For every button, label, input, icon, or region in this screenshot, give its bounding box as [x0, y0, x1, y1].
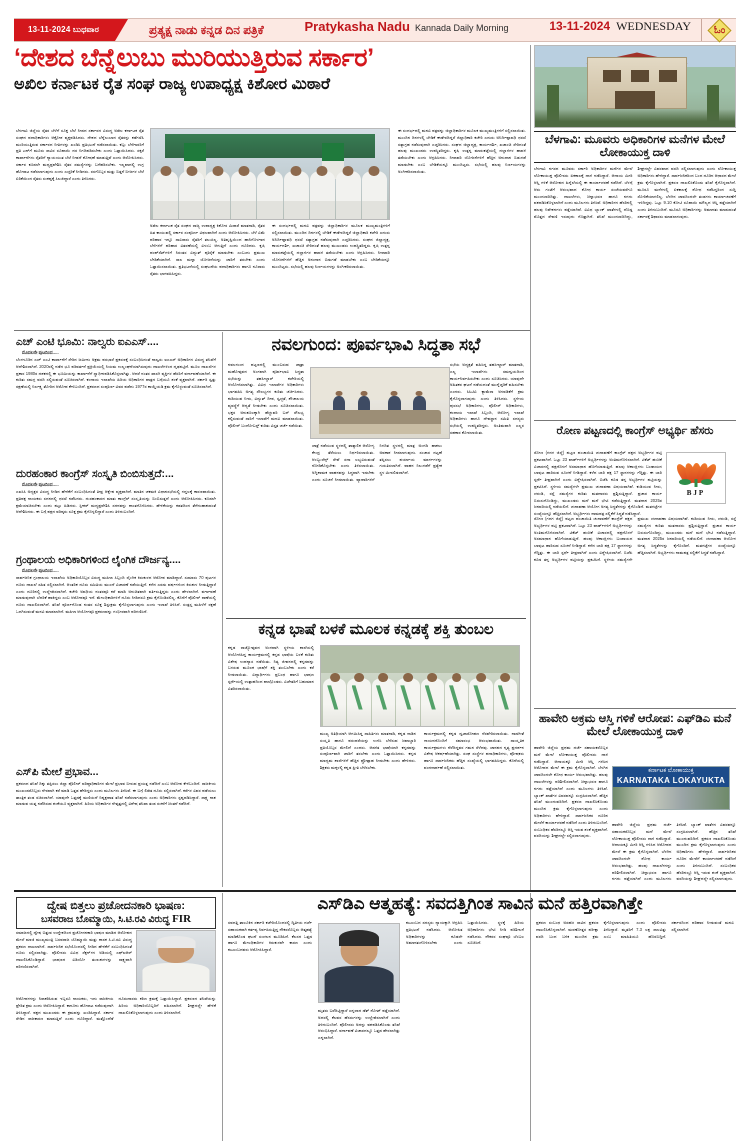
lokayukta-kannada-label: ಕರ್ನಾಟಕ ಲೋಕಾಯುಕ್ತ [613, 767, 729, 776]
lead-body-col2: ಅಖಿಲ ಕರ್ನಾಟಕ ರೈತ ಸಂಘದ ರಾಜ್ಯ ಉಪಾಧ್ಯಕ್ಷ ಕಿಶೋರ ಮಿಠಾರೆ ಮಾತನಾಡಿ, ರೈತರ ಹಿತ ಕಾಯುವಲ್ಲಿ ಸರ್ಕಾರ ಸಂಪೂರ್ಣ ವಿಫಲವಾಗಿದೆ ಎಂದು ಆರೋಪಿಸಿದರು. ಬೆಳೆ ವಿಮೆ ಪರಿಹಾರ ಇನ್ನೂ ಸಾವಿರಾರು ರೈತರಿಗೆ ತಲುಪಿಲ್ಲ. ಅತಿವೃಷ್ಟಿಯಿಂದ ಹಾನಿಗೊಳಗಾದ ಬೆಳೆಗಳಿಗೆ ಪರಿಹಾರ ವಿತರಣೆಯಲ್ಲಿ ವಿಳಂಬ ಆಗುತ್ತಿದೆ ಎಂದು ದೂರಿದರು. ಕೃಷಿ ಪಂಪ್‌ಸೆಟ್‌ಗಳಿಗೆ ನಿರಂತರ ವಿದ್ಯುತ್ ಪೂರೈಕೆ ಮಾಡಬೇಕು ಎಂಬುದು ಪ್ರಮುಖ ಬೇಡಿಕೆಯಾಗಿದೆ. ಸಾಲ ಮನ್ನಾ ಯೋಜನೆಯನ್ನು ಜಾರಿಗೆ ತರಬೇಕು ಎಂದು ಒತ್ತಾಯಿಸಲಾಯಿತು. ಪ್ರತಿಭಟನೆಯಲ್ಲಿ ಸಂಘಟನೆಯ ಪದಾಧಿಕಾರಿಗಳು ಹಾಗೂ ನೂರಾರು ರೈತರು ಭಾಗವಹಿಸಿದ್ದರು. [150, 223, 265, 276]
library-headline: ಗ್ರಂಥಾಲಯ ಅಧಿಕಾರಿಗಳಿಂದ ಲೈಂಗಿಕ ದೌರ್ಜನ್ಯ.... [16, 554, 181, 566]
kannada-bhashe-headline: ಕನ್ನಡ ಭಾಷೆ ಬಳಕೆ ಮೂಲಕ ಕನ್ನಡಕ್ಕೆ ಶಕ್ತಿ ತುಂಬಲ [258, 621, 494, 638]
sp-story [16, 766, 216, 876]
haveri-body-col1: ಹಾವೇರಿ ಜಿಲ್ಲೆಯ ಪ್ರಥಮ ದರ್ಜೆ ಸಹಾಯಕರೊಬ್ಬರ ಮನೆ ಮೇಲೆ ಲೋಕಾಯುಕ್ತ ಪೊಲೀಸರು ದಾಳಿ ನಡೆಸಿದ್ದಾರೆ. ಆದಾಯಕ್ಕೂ ಮೀರಿ ಆಸ್ತಿ ಗಳಿಸಿದ ಆರೋಪದ ಮೇಲೆ ಈ ಕ್ರಮ ಕೈಗೊಳ್ಳಲಾಗಿದೆ. ಬೆಳಗಿನ ಜಾವದಿಂದಲೇ ಶೋಧ ಕಾರ್ಯ ಆರಂಭವಾಗಿತ್ತು. ಹಲವು ದಾಖಲೆಗಳನ್ನು ಪರಿಶೀಲಿಸಲಾಗಿದೆ. ಚಿನ್ನಾಭರಣ ಹಾಗೂ ನಗದು ಪತ್ತೆಯಾಗಿದೆ ಎಂದು ಮೂಲಗಳು ತಿಳಿಸಿವೆ. ಬ್ಯಾಂಕ್ ಖಾತೆಗಳ ವಿವರವನ್ನೂ ಸಂಗ್ರಹಿಸಲಾಗಿದೆ. ಹೆಚ್ಚಿನ ತನಿಖೆ ಮುಂದುವರಿದಿದೆ. ಪ್ರಕರಣ ದಾಖಲಿಸಿಕೊಂಡು ಮುಂದಿನ ಕ್ರಮ ಕೈಗೊಳ್ಳಲಾಗುವುದು ಎಂದು ಅಧಿಕಾರಿಗಳು ಹೇಳಿದ್ದಾರೆ. ಸಾರ್ವಜನಿಕರ ದೂರಿನ ಮೇರೆಗೆ ಕಾರ್ಯಾಚರಣೆ ನಡೆದಿದೆ ಎಂದು ತಿಳಿದುಬಂದಿದೆ. ಸಂಬಂಧಿಕರ ಹೆಸರಿನಲ್ಲೂ ಆಸ್ತಿ ಇರುವ ಶಂಕೆ ವ್ಯಕ್ತವಾಗಿದೆ. ವರದಿಯನ್ನು ಶೀಘ್ರದಲ್ಲೇ ಸಲ್ಲಿಸಲಾಗುವುದು. [534, 745, 608, 839]
rona-story [534, 425, 736, 440]
om-symbol: ಓಂ [713, 24, 725, 36]
congress-body: ಎಐಸಿಸಿ ಅಧ್ಯಕ್ಷರ ವಿರುದ್ಧ ನೀಡಿದ ಹೇಳಿಕೆಗೆ ಸಂಬಂಧಿಸಿದಂತೆ ತೀವ್ರ ಆಕ್ಷೇಪ ವ್ಯಕ್ತವಾಗಿದೆ. ಮಾತಿನ ಚಕಮಕಿ ವಿಧಾನಸಭೆಯಲ್ಲಿ ಗದ್ದಲಕ್ಕೆ ಕಾರಣವಾಯಿತು. ಪ್ರತಿಪಕ್ಷ ನಾಯಕರು ಸದನದಲ್ಲಿ ಧರಣಿ ನಡೆಸಿದರು. ದುರಹಂಕಾರದ ಮಾತು ಕಾಂಗ್ರೆಸ್ ಸಂಸ್ಕೃತಿಯನ್ನು ಬಿಂಬಿಸುತ್ತದೆ ಎಂದು ಆರೋಪಿಸಿದರು. ಕೂಡಲೇ ಕ್ಷಮೆಯಾಚಿಸಬೇಕು ಎಂದು ಪಟ್ಟು ಹಿಡಿದರು. ಸ್ಪೀಕರ್ ಮಧ್ಯಪ್ರವೇಶಿಸಿ ಸದನವನ್ನು ಶಾಂತಗೊಳಿಸಿದರು. ಹೇಳಿಕೆಯನ್ನು ಕಡತದಿಂದ ತೆಗೆದುಹಾಕುವಂತೆ ಆದೇಶಿಸಿದರು. ಈ ಬಗ್ಗೆ ಪಕ್ಷದ ವರಿಷ್ಠರು ಸೂಕ್ತ ಕ್ರಮ ಕೈಗೊಳ್ಳಲಿದ್ದಾರೆ ಎಂದು ತಿಳಿದುಬಂದಿದೆ. [16, 489, 216, 515]
fir-body-col1: ಸಮಾಜದಲ್ಲಿ ದ್ವೇಷ ಬಿತ್ತುವ ಉದ್ದೇಶದಿಂದ ಪ್ರಚೋದನಕಾರಿ ಭಾಷಣ ಮಾಡಿದ ಆರೋಪದ ಮೇಲೆ ಮಾಜಿ ಮುಖ್ಯಮಂತ್ರಿ ಬಸವರಾಜ ಬೊಮ್ಮಾಯಿ ಮತ್ತು ಶಾಸಕ ಸಿ.ಟಿ.ರವಿ ವಿರುದ್ಧ ಪ್ರಕರಣ ದಾಖಲಾಗಿದೆ. ಸಾರ್ವಜನಿಕ ಸಭೆಯೊಂದರಲ್ಲಿ ನೀಡಿದ ಹೇಳಿಕೆಗೆ ಸಂಬಂಧಿಸಿದಂತೆ ದೂರು ಸಲ್ಲಿಸಲಾಗಿತ್ತು. ಪೊಲೀಸರು ವಿವಿಧ ಸೆಕ್ಷನ್‌ಗಳ ಅಡಿಯಲ್ಲಿ ಎಫ್‌ಐಆರ್ ದಾಖಲಿಸಿಕೊಂಡಿದ್ದಾರೆ. ಭಾಷಣದ ವಿಡಿಯೋ ತುಣುಕುಗಳನ್ನು ಸಾಕ್ಷ್ಯವಾಗಿ ಪರಿಗಣಿಸಲಾಗಿದೆ. [16, 930, 132, 969]
sp-body: ಪ್ರಕರಣದ ತನಿಖೆ ದಿಕ್ಕು ತಪ್ಪಿಸಲು ಜಿಲ್ಲಾ ಪೊಲೀಸ್ ವರಿಷ್ಠಾಧಿಕಾರಿಗಳ ಮೇಲೆ ಪ್ರಭಾವ ಬೀರುವ ಪ್ರಯತ್ನ ನಡೆದಿದೆ ಎಂಬ ಆರೋಪ ಕೇಳಿಬಂದಿದೆ. ರಾಜಕೀಯ ಮುಖಂಡರೊಬ್ಬರು ನೇರವಾಗಿ ಕರೆ ಮಾಡಿ ಒತ್ತಡ ಹೇರಿದ್ದರು ಎಂದು ಮೂಲಗಳು ತಿಳಿಸಿವೆ. ಈ ಬಗ್ಗೆ ಲಿಖಿತ ದೂರು ಸಲ್ಲಿಸಲಾಗಿದೆ. ಕರೆಗಳ ವಿವರ ಪಡೆಯಲು ತಾಂತ್ರಿಕ ತಂಡ ರಚಿಸಲಾಗಿದೆ. ಯಾವುದೇ ಒತ್ತಡಕ್ಕೆ ಮಣಿಯದೆ ನಿಷ್ಪಕ್ಷಪಾತ ತನಿಖೆ ನಡೆಸಲಾಗುವುದು ಎಂದು ಅಧಿಕಾರಿಗಳು ಸ್ಪಷ್ಟಪಡಿಸಿದ್ದಾರೆ. ಸಾಕ್ಷ್ಯ ನಾಶ ಮಾಡುವ ಯತ್ನ ನಡೆದಿರುವ ಶಂಕೆಯೂ ವ್ಯಕ್ತವಾಗಿದೆ. ಹಿರಿಯ ಅಧಿಕಾರಿಗಳ ನೇತೃತ್ವದಲ್ಲಿ ವಿಶೇಷ ತನಿಖಾ ತಂಡ ರಚನೆಗೆ ಚಿಂತನೆ ನಡೆದಿದೆ. [16, 781, 216, 807]
hmt-story [16, 336, 216, 439]
library-story [16, 554, 216, 775]
om-logo [702, 19, 736, 41]
congress-kicker: ಮೊದಲನೇ ಪುಟದಿಂದ..... [22, 482, 59, 488]
bommai-portrait [136, 930, 216, 992]
meeting-photo [310, 367, 450, 439]
hmt-body: ಬೆಂಗಳೂರಿನ ಎಚ್ ಎಂಟಿ ಕಾರ್ಖಾನೆಗೆ ಸೇರಿದ ಜಮೀನು ಅಕ್ರಮ ಪರಭಾರೆ ಪ್ರಕರಣಕ್ಕೆ ಸಂಬಂಧಿಸಿದಂತೆ ನಾಲ್ವರು ಐಎಎಸ್ ಅಧಿಕಾರಿಗಳ ವಿರುದ್ಧ ತನಿಖೆಗೆ ಆದೇಶಿಸಲಾಗಿದೆ. 2020ರಲ್ಲಿ ನಡೆದ ಭೂ ಪರಿವರ್ತನೆ ಪ್ರಕ್ರಿಯೆಯಲ್ಲಿ ನಿಯಮ ಉಲ್ಲಂಘನೆಯಾಗಿರುವುದು ದಾಖಲೆಗಳಿಂದ ದೃಢಪಟ್ಟಿದೆ. ಮೂಲ ದಾಖಲೆಗಳ ಪ್ರಕಾರ 1980ರ ದಶಕದಲ್ಲಿ ಈ ಭೂಮಿಯನ್ನು ಕಾರ್ಖಾನೆಗೆ ಸ್ವಾಧೀನಪಡಿಸಿಕೊಳ್ಳಲಾಗಿತ್ತು. ಆದರೆ ನಂತರ ಖಾಸಗಿ ವ್ಯಕ್ತಿಗಳ ಹೆಸರಿಗೆ ವರ್ಗಾವಣೆಯಾಗಿದೆ. ಈ ಕುರಿತು ಸಮಗ್ರ ವರದಿ ಸಲ್ಲಿಸುವಂತೆ ಸೂಚಿಸಲಾಗಿದೆ. ಕಂದಾಯ ಇಲಾಖೆಯ ಹಿರಿಯ ಅಧಿಕಾರಿಗಳ ಪಾತ್ರದ ಬಗ್ಗೆಯೂ ಶಂಕೆ ವ್ಯಕ್ತವಾಗಿದೆ. ಸರ್ಕಾರಿ ಸ್ವತ್ತು ರಕ್ಷಣೆಯಲ್ಲಿ ನಿರ್ಲಕ್ಷ್ಯ ತೋರಿದ ಆರೋಪ ಕೇಳಿಬಂದಿದೆ. ಪ್ರಕರಣದ ಸಂಪೂರ್ಣ ವಿವರ ಪಡೆದು 1977ರ ಕಾಯ್ದೆಯಡಿ ಕ್ರಮ ಕೈಗೊಳ್ಳುವಂತೆ ಸೂಚಿಸಲಾಗಿದೆ. [16, 357, 216, 390]
fir-story [16, 897, 216, 929]
kannada-bhashe-col2: ಮುಖ್ಯ ಅತಿಥಿಯಾಗಿ ಆಗಮಿಸಿದ್ದ ಸಾಹಿತಿಗಳು ಮಾತನಾಡಿ, ಕನ್ನಡ ನಾಡಿನ ಸಂಸ್ಕೃತಿ ಹಾಗೂ ಪರಂಪರೆಯನ್ನು ಉಳಿಸಿ ಬೆಳೆಸುವ ಜವಾಬ್ದಾರಿ ಪ್ರತಿಯೊಬ್ಬರ ಮೇಲಿದೆ ಎಂದರು. ಆಡಳಿತ ಭಾಷೆಯಾಗಿ ಕನ್ನಡವನ್ನು ಸಂಪೂರ್ಣವಾಗಿ ಜಾರಿಗೆ ತರಬೇಕು ಎಂದು ಒತ್ತಾಯಿಸಿದರು. ಕನ್ನಡ ಮಾಧ್ಯಮ ಶಾಲೆಗಳಿಗೆ ಹೆಚ್ಚಿನ ಪ್ರೋತ್ಸಾಹ ನೀಡಬೇಕು ಎಂದು ಹೇಳಿದರು. ಶಿಕ್ಷಕರು ಮಕ್ಕಳಲ್ಲಿ ಕನ್ನಡ ಪ್ರೀತಿ ಬೆಳೆಸಬೇಕು. [320, 731, 416, 770]
sda-col4: ಪ್ರಕರಣ ಸಂಬಂಧ ಅಸಹಜ ಸಾವಿನ ಪ್ರಕರಣ ದಾಖಲಿಸಿಕೊಳ್ಳಲಾಗಿದೆ. ಮರಣೋತ್ತರ ಪರೀಕ್ಷಾ ವರದಿ ಬಂದ ಬಳಿಕ ಮುಂದಿನ ಕ್ರಮ ಕೈಗೊಳ್ಳಲಾಗುವುದು ಎಂದು ಪೊಲೀಸರು ತಿಳಿಸಿದ್ದಾರೆ. ಮೃತರಿಗೆ 7.3 ಲಕ್ಷ ಸಾಲವಿತ್ತು ಎಂಬ ಮಾಹಿತಿಯೂ ಹೊರಬಿದ್ದಿದೆ. ಸರ್ಕಾರದಿಂದ ಪರಿಹಾರ ನೀಡುವಂತೆ ಮನವಿ ಸಲ್ಲಿಸಲಾಗಿದೆ. [536, 920, 734, 939]
lead-subheadline: ಅಖಿಲ ಕರ್ನಾಟಕ ರೈತ ಸಂಘ ರಾಜ್ಯ ಉಪಾಧ್ಯಕ್ಷ ಕಿಶೋರ ಮಿಠಾರೆ [14, 75, 331, 93]
lead-headline-block [14, 45, 530, 95]
masthead-date-tab: 13-11-2024 ಬುಧವಾರ [14, 19, 115, 41]
fir-headline-box [16, 897, 216, 929]
right-top-story [534, 131, 736, 414]
fir-headline-line1: ದ್ವೇಷ ಬಿತ್ತಲು ಪ್ರಚೋದನಕಾರಿ ಭಾಷಣ: [47, 900, 185, 912]
masthead [14, 18, 736, 42]
kannada-bhashe-col1: ಕನ್ನಡ ರಾಜ್ಯೋತ್ಸವದ ಅಂಗವಾಗಿ ಸ್ಥಳೀಯ ಶಾಲೆಯಲ್ಲಿ ಆಯೋಜಿಸಿದ್ದ ಕಾರ್ಯಕ್ರಮದಲ್ಲಿ ಕನ್ನಡ ಭಾಷೆಯ ಬಳಕೆ ಕುರಿತು ವಿಶೇಷ ಉಪನ್ಯಾಸ ನಡೆಯಿತು. ನಿತ್ಯ ಜೀವನದಲ್ಲಿ ಕನ್ನಡವನ್ನು ಬಳಸುವ ಮೂಲಕ ಭಾಷೆಗೆ ಶಕ್ತಿ ತುಂಬಬೇಕು ಎಂದು ಕರೆ ನೀಡಲಾಯಿತು. ವಿದ್ಯಾರ್ಥಿಗಳು ಪ್ರಬಂಧ ಹಾಗೂ ಭಾಷಣ ಸ್ಪರ್ಧೆಯಲ್ಲಿ ಉತ್ಸಾಹದಿಂದ ಪಾಲ್ಗೊಂಡರು. ವಿಜೇತರಿಗೆ ಬಹುಮಾನ ವಿತರಿಸಲಾಯಿತು. [228, 645, 314, 691]
rona-body-main: ರೋಣ (ಗದಗ ಜಿಲ್ಲೆ) ಪಟ್ಟಣ ಪಂಚಾಯಿತಿ ಚುನಾವಣೆಗೆ ಕಾಂಗ್ರೆಸ್ ಪಕ್ಷದ ಅಭ್ಯರ್ಥಿಗಳ ಪಟ್ಟಿ ಪ್ರಕಟವಾಗಿದೆ. ಒಟ್ಟು 23 ವಾರ್ಡ್‌ಗಳಿಗೆ ಅಭ್ಯರ್ಥಿಗಳನ್ನು ಅಂತಿಮಗೊಳಿಸಲಾಗಿದೆ. ಟಿಕೆಟ್ ಹಂಚಿಕೆ ವಿಚಾರದಲ್ಲಿ ಪಕ್ಷದೊಳಗೆ ಅಸಮಾಧಾನ ಹೊಗೆಯಾಡುತ್ತಿದೆ. ಹಲವು ಆಕಾಂಕ್ಷಿಗಳು ಬಂಡಾಯದ ಬಾವುಟ ಹಾರಿಸುವ ಸೂಚನೆ ನೀಡಿದ್ದಾರೆ. ಕಳೆದ ಬಾರಿ ಪಕ್ಷ 17 ಸ್ಥಾನಗಳನ್ನು ಗೆದ್ದಿತ್ತು. ಈ ಬಾರಿ ಸ್ಪರ್ಧೆ ತೀವ್ರವಾಗಿದೆ ಎಂದು ವಿಶ್ಲೇಷಿಸಲಾಗಿದೆ. ಬಿಜೆಪಿ ಕೂಡ ತನ್ನ ಅಭ್ಯರ್ಥಿಗಳ ಪಟ್ಟಿಯನ್ನು ಪ್ರಕಟಿಸಿದೆ. ಸ್ಥಳೀಯ ಸಮಸ್ಯೆಗಳೇ ಪ್ರಮುಖ ಚುನಾವಣಾ ವಿಷಯವಾಗಿವೆ. ಕುಡಿಯುವ ನೀರು, ಚರಂಡಿ, ರಸ್ತೆ ಸಮಸ್ಯೆಗಳ ಕುರಿತು ಮತದಾರರು ಪ್ರಶ್ನಿಸುತ್ತಿದ್ದಾರೆ. ಪ್ರಚಾರ ಕಾರ್ಯ ಬಿರುಸುಗೊಂಡಿದ್ದು, ಮುಖಂಡರು ಮನೆ ಮನೆ ಭೇಟಿ ನಡೆಸುತ್ತಿದ್ದಾರೆ. ಮತದಾನ 2025ರ ಜನವರಿಯಲ್ಲಿ ನಡೆಯಲಿದೆ. ಚುನಾವಣಾ ಆಯೋಗ ಅಗತ್ಯ ಸಿದ್ಧತೆಗಳನ್ನು ಕೈಗೊಂಡಿದೆ. ಮತಗಟ್ಟೆಗಳ ಸಂಖ್ಯೆಯನ್ನೂ ಹೆಚ್ಚಿಸಲಾಗಿದೆ. ಅಭ್ಯರ್ಥಿಗಳು ನಾಮಪತ್ರ ಸಲ್ಲಿಕೆಗೆ ಸಿದ್ಧತೆ ನಡೆಸಿದ್ದಾರೆ. [534, 516, 736, 562]
building-photo [534, 45, 736, 128]
congress-headline: ದುರಹಂಕಾರ ಕಾಂಗ್ರೆಸ್ ಸಂಸ್ಕೃತಿ ಬಿಂಬಿಸುತ್ತದೆ:... [16, 468, 174, 480]
masthead-english-title: Pratykasha Nadu [304, 19, 410, 34]
haveri-headline: ಹಾವೇರಿ ಅಕ್ರಮ ಆಸ್ತಿ ಗಳಿಕೆ ಆರೋಪ: ಎಫ್‌ಡಿಎ ಮನೆ ಮೇಲೆ ಲೋಕಾಯುಕ್ತ ದಾಳಿ [538, 713, 732, 739]
hmt-headline: ಎಚ್ ಎಂಟಿ ಭೂಮಿ: ನಾಲ್ವರು ಐಎಎಸ್.... [16, 336, 159, 348]
sda-headline: ಎಸ್‌ಡಿಎ ಆತ್ಮಹತ್ಯೆ: ಸವದತ್ತಿಗಿಂತ ಸಾವಿನ ಮನೆ ಹತ್ತಿರವಾಗಿತ್ತೇ [317, 894, 643, 913]
sda-story [228, 895, 732, 917]
navalgunda-col1: ನವಲಗುಂದ ಪಟ್ಟಣದಲ್ಲಿ ಮುಂಬರುವ ಜಾತ್ರಾ ಮಹೋತ್ಸವದ ಅಂಗವಾಗಿ ಪೂರ್ವಭಾವಿ ಸಿದ್ಧತಾ ಸಭೆಯನ್ನು ತಹಸೀಲ್ದಾರ್ ಕಚೇರಿಯಲ್ಲಿ ಆಯೋಜಿಸಲಾಗಿತ್ತು. ವಿವಿಧ ಇಲಾಖೆಗಳ ಅಧಿಕಾರಿಗಳು ಭಾಗವಹಿಸಿ ಅಗತ್ಯ ಸೌಲಭ್ಯಗಳ ಕುರಿತು ಚರ್ಚಿಸಿದರು. ಕುಡಿಯುವ ನೀರು, ವಿದ್ಯುತ್ ದೀಪ, ಸ್ವಚ್ಛತೆ, ಶೌಚಾಲಯ ವ್ಯವಸ್ಥೆಗೆ ಆದ್ಯತೆ ನೀಡಬೇಕು ಎಂದು ಸೂಚಿಸಲಾಯಿತು. ಭಕ್ತರ ಅನುಕೂಲಕ್ಕಾಗಿ ಹೆಚ್ಚುವರಿ ಬಸ್ ಸೌಲಭ್ಯ ಕಲ್ಪಿಸುವಂತೆ ಸಾರಿಗೆ ಇಲಾಖೆಗೆ ಮನವಿ ಮಾಡಲಾಯಿತು. ಪೊಲೀಸ್ ಬಂದೋಬಸ್ತ್ ಕುರಿತು ವಿಸ್ತೃತ ಚರ್ಚೆ ನಡೆಯಿತು. [228, 362, 304, 429]
masthead-english-block [264, 19, 550, 41]
rona-body-top: ರೋಣ (ಗದಗ ಜಿಲ್ಲೆ) ಪಟ್ಟಣ ಪಂಚಾಯಿತಿ ಚುನಾವಣೆಗೆ ಕಾಂಗ್ರೆಸ್ ಪಕ್ಷದ ಅಭ್ಯರ್ಥಿಗಳ ಪಟ್ಟಿ ಪ್ರಕಟವಾಗಿದೆ. ಒಟ್ಟು 23 ವಾರ್ಡ್‌ಗಳಿಗೆ ಅಭ್ಯರ್ಥಿಗಳನ್ನು ಅಂತಿಮಗೊಳಿಸಲಾಗಿದೆ. ಟಿಕೆಟ್ ಹಂಚಿಕೆ ವಿಚಾರದಲ್ಲಿ ಪಕ್ಷದೊಳಗೆ ಅಸಮಾಧಾನ ಹೊಗೆಯಾಡುತ್ತಿದೆ. ಹಲವು ಆಕಾಂಕ್ಷಿಗಳು ಬಂಡಾಯದ ಬಾವುಟ ಹಾರಿಸುವ ಸೂಚನೆ ನೀಡಿದ್ದಾರೆ. ಕಳೆದ ಬಾರಿ ಪಕ್ಷ 17 ಸ್ಥಾನಗಳನ್ನು ಗೆದ್ದಿತ್ತು. ಈ ಬಾರಿ ಸ್ಪರ್ಧೆ ತೀವ್ರವಾಗಿದೆ ಎಂದು ವಿಶ್ಲೇಷಿಸಲಾಗಿದೆ. ಬಿಜೆಪಿ ಕೂಡ ತನ್ನ ಅಭ್ಯರ್ಥಿಗಳ ಪಟ್ಟಿಯನ್ನು ಪ್ರಕಟಿಸಿದೆ. ಸ್ಥಳೀಯ ಸಮಸ್ಯೆಗಳೇ ಪ್ರಮುಖ ಚುನಾವಣಾ ವಿಷಯವಾಗಿವೆ. ಕುಡಿಯುವ ನೀರು, ಚರಂಡಿ, ರಸ್ತೆ ಸಮಸ್ಯೆಗಳ ಕುರಿತು ಮತದಾರರು ಪ್ರಶ್ನಿಸುತ್ತಿದ್ದಾರೆ. ಪ್ರಚಾರ ಕಾರ್ಯ ಬಿರುಸುಗೊಂಡಿದ್ದು, ಮುಖಂಡರು ಮನೆ ಮನೆ ಭೇಟಿ ನಡೆಸುತ್ತಿದ್ದಾರೆ. ಮತದಾನ 2025ರ ಜನವರಿಯಲ್ಲಿ ನಡೆಯಲಿದೆ. ಚುನಾವಣಾ ಆಯೋಗ ಅಗತ್ಯ ಸಿದ್ಧತೆಗಳನ್ನು ಕೈಗೊಂಡಿದೆ. ಮತಗಟ್ಟೆಗಳ ಸಂಖ್ಯೆಯನ್ನೂ ಹೆಚ್ಚಿಸಲಾಗಿದೆ. ಅಭ್ಯರ್ಥಿಗಳು ನಾಮಪತ್ರ ಸಲ್ಲಿಕೆಗೆ ಸಿದ್ಧತೆ ನಡೆಸಿದ್ದಾರೆ. [534, 450, 662, 517]
lead-headline: ‘ದೇಶದ ಬೆನ್ನೆಲುಬು ಮುರಿಯುತ್ತಿರುವ ಸರ್ಕಾರ’ [14, 44, 374, 72]
navalgunda-col2: ಜಾತ್ರೆ ನಡೆಯುವ ಸ್ಥಳದಲ್ಲಿ ತಾತ್ಕಾಲಿಕ ಆರೋಗ್ಯ ಕೇಂದ್ರ ತೆರೆಯಲು ನಿರ್ಧರಿಸಲಾಯಿತು. ಆಂಬ್ಯುಲೆನ್ಸ್ ಸೇವೆ ಸದಾ ಲಭ್ಯವಿರುವಂತೆ ನೋಡಿಕೊಳ್ಳಬೇಕು ಎಂದು ತಿಳಿಸಲಾಯಿತು. ಅಗ್ನಿಶಾಮಕ ವಾಹನವನ್ನು ಸಿದ್ಧವಾಗಿ ಇಡಬೇಕು ಎಂದು ಸೂಚನೆ ನೀಡಲಾಯಿತು. ವ್ಯಾಪಾರಿಗಳಿಗೆ ನಿಗದಿತ ಸ್ಥಳದಲ್ಲಿ ಮಾತ್ರ ಅಂಗಡಿ ಹಾಕಲು ಅವಕಾಶ ನೀಡಲಾಗುವುದು. ಸಂಚಾರ ದಟ್ಟಣೆ ತಪ್ಪಿಸಲು ಪರ್ಯಾಯ ಮಾರ್ಗಗಳನ್ನು ಗುರುತಿಸಲಾಗಿದೆ. ವಾಹನ ನಿಲುಗಡೆಗೆ ಪ್ರತ್ಯೇಕ ಸ್ಥಳ ಮೀಸಲಿಡಲಾಗಿದೆ. [312, 443, 442, 482]
sda-portrait [318, 923, 400, 1003]
sp-headline: ಎಸ್‌ಪಿ ಮೇಲೆ ಪ್ರಭಾವ... [16, 766, 99, 778]
right-top-headline: ಬೆಳಗಾವಿ: ಮೂವರು ಅಧಿಕಾರಿಗಳ ಮನೆಗಳ ಮೇಲೆ ಲೋಕಾಯುಕ್ತ ದಾಳಿ [534, 131, 736, 163]
library-kicker: ಮೊದಲನೇ ಪುಟದಿಂದ..... [22, 568, 59, 574]
sda-col1: ಸವದತ್ತಿ ತಾಲೂಕಿನ ಸರ್ಕಾರಿ ಕಚೇರಿಯೊಂದರಲ್ಲಿ ದ್ವಿತೀಯ ದರ್ಜೆ ಸಹಾಯಕರಾಗಿ ಕರ್ತವ್ಯ ನಿರ್ವಹಿಸುತ್ತಿದ್ದ ನೌಕರರೊಬ್ಬರು ಆತ್ಮಹತ್ಯೆ ಮಾಡಿಕೊಂಡ ಘಟನೆ ಸಂಚಲನ ಮೂಡಿಸಿದೆ. ಕೆಲಸದ ಒತ್ತಡ ಹಾಗೂ ಮೇಲಧಿಕಾರಿಗಳ ಕಿರುಕುಳವೇ ಕಾರಣ ಎಂದು ಕುಟುಂಬದವರು ಆರೋಪಿಸಿದ್ದಾರೆ. [228, 920, 312, 953]
navalgunda-col3: ಸಭೆಯ ಅಧ್ಯಕ್ಷತೆ ವಹಿಸಿದ್ದ ತಹಸೀಲ್ದಾರ್ ಮಾತನಾಡಿ, ಎಲ್ಲ ಇಲಾಖೆಗಳು ಸಮನ್ವಯದಿಂದ ಕಾರ್ಯನಿರ್ವಹಿಸಬೇಕು ಎಂದು ಸೂಚಿಸಿದರು. ಯಾವುದೇ ಅಹಿತಕರ ಘಟನೆ ನಡೆಯದಂತೆ ಮುನ್ನೆಚ್ಚರಿಕೆ ವಹಿಸಬೇಕು ಎಂದರು. ಸಿಸಿಟಿವಿ ಕ್ಯಾಮೆರಾ ಅಳವಡಿಕೆಗೆ ಕ್ರಮ ಕೈಗೊಳ್ಳಲಾಗುವುದು ಎಂದು ತಿಳಿಸಿದರು. ಸ್ಥಳೀಯ ಪುರಸಭೆ ಅಧಿಕಾರಿಗಳು, ಪೊಲೀಸ್ ಅಧಿಕಾರಿಗಳು, ಕಂದಾಯ ಇಲಾಖೆ ಸಿಬ್ಬಂದಿ, ಆರೋಗ್ಯ ಇಲಾಖೆ ಅಧಿಕಾರಿಗಳು ಹಾಗೂ ದೇವಸ್ಥಾನ ಸಮಿತಿ ಸದಸ್ಯರು ಸಭೆಯಲ್ಲಿ ಉಪಸ್ಥಿತರಿದ್ದರು. ಅಂತಿಮವಾಗಿ ಎಲ್ಲರ ಸಹಕಾರ ಕೋರಲಾಯಿತು. [450, 362, 524, 435]
sda-col2: ಮೃತರು ಬರೆದಿಟ್ಟಿದ್ದಾರೆ ಎನ್ನಲಾದ ಡೆತ್ ನೋಟ್ ಪತ್ತೆಯಾಗಿದೆ. ಅದರಲ್ಲಿ ಕೆಲವರ ಹೆಸರುಗಳನ್ನು ಉಲ್ಲೇಖಿಸಲಾಗಿದೆ ಎಂದು ತಿಳಿದುಬಂದಿದೆ. ಪೊಲೀಸರು ಅದನ್ನು ವಶಪಡಿಸಿಕೊಂಡು ತನಿಖೆ ಆರಂಭಿಸಿದ್ದಾರೆ. ವರ್ಗಾವಣೆ ವಿಚಾರದಲ್ಲೂ ಒತ್ತಡ ಹೇರಲಾಗಿತ್ತು ಎನ್ನಲಾಗಿದೆ. [318, 1008, 400, 1041]
masthead-right-date: 13-11-2024 [549, 19, 611, 33]
navalgunda-story [228, 336, 524, 358]
kannada-bhashe-story [228, 622, 524, 642]
kannada-bhashe-col3: ಕಾರ್ಯಕ್ರಮದಲ್ಲಿ ಕನ್ನಡ ಧ್ವಜಾರೋಹಣ ನೆರವೇರಿಸಲಾಯಿತು. ನಾಡಗೀತೆ ಗಾಯನದೊಂದಿಗೆ ಸಮಾರಂಭ ಆರಂಭವಾಯಿತು. ಸಾಂಸ್ಕೃತಿಕ ಕಾರ್ಯಕ್ರಮಗಳು ನೆರೆದಿದ್ದವರ ಗಮನ ಸೆಳೆದವು. ಜಾನಪದ ನೃತ್ಯ ಪ್ರದರ್ಶನ ವಿಶೇಷ ಆಕರ್ಷಣೆಯಾಗಿತ್ತು. ಸಂಘ ಸಂಸ್ಥೆಗಳ ಪದಾಧಿಕಾರಿಗಳು, ಪೋಷಕರು ಹಾಗೂ ಸಾರ್ವಜನಿಕರು ಹೆಚ್ಚಿನ ಸಂಖ್ಯೆಯಲ್ಲಿ ಭಾಗವಹಿಸಿದ್ದರು. ಕೊನೆಯಲ್ಲಿ ವಂದನಾರ್ಪಣೆ ಸಲ್ಲಿಸಲಾಯಿತು. [424, 731, 524, 770]
rona-headline: ರೋಣ ಪಟ್ಟಣದಲ್ಲಿ ಕಾಂಗ್ರೆಸ್ ಅಭ್ಯರ್ಥಿ ಹೆಸರು [556, 425, 714, 437]
library-body: ಸಾರ್ವಜನಿಕ ಗ್ರಂಥಾಲಯ ಇಲಾಖೆಯ ಅಧಿಕಾರಿಯೊಬ್ಬರ ವಿರುದ್ಧ ಮಹಿಳಾ ಸಿಬ್ಬಂದಿ ಲೈಂಗಿಕ ಕಿರುಕುಳದ ಆರೋಪ ಮಾಡಿದ್ದಾರೆ. ಸುಮಾರು 70 ಪುಟಗಳ ದೂರು ದಾಖಲೆ ಸಹಿತ ಸಲ್ಲಿಸಲಾಗಿದೆ. ಆಂತರಿಕ ದೂರು ಸಮಿತಿಯ ಮುಂದೆ ವಿಚಾರಣೆ ನಡೆಯುತ್ತಿದೆ. ಕಳೆದ ಎರಡು ವರ್ಷಗಳಿಂದ ಕಿರುಕುಳ ನೀಡುತ್ತಿದ್ದಾರೆ ಎಂದು ದೂರಿನಲ್ಲಿ ಉಲ್ಲೇಖಿಸಲಾಗಿದೆ. ಕಚೇರಿ ಅವಧಿಯ ನಂತರವೂ ಕರೆ ಮಾಡಿ ಅನುಚಿತವಾಗಿ ವರ್ತಿಸುತ್ತಿದ್ದರು ಎಂದು ಹೇಳಲಾಗಿದೆ. ವರ್ಗಾವಣೆ ಮಾಡುವುದಾಗಿ ಬೆದರಿಕೆ ಹಾಕಿದ್ದರು ಎಂಬ ಆರೋಪವೂ ಇದೆ. ಮೇಲಧಿಕಾರಿಗಳಿಗೆ ದೂರು ನೀಡಿದರೂ ಕ್ರಮ ಕೈಗೊಂಡಿರಲಿಲ್ಲ. ಕೊನೆಗೆ ಪೊಲೀಸ್ ಠಾಣೆಯಲ್ಲಿ ದೂರು ದಾಖಲಿಸಲಾಗಿದೆ. ತನಿಖೆ ಪೂರ್ಣಗೊಂಡ ನಂತರ ಸೂಕ್ತ ಶಿಸ್ತುಕ್ರಮ ಕೈಗೊಳ್ಳಲಾಗುವುದು ಎಂದು ಇಲಾಖೆ ತಿಳಿಸಿದೆ. ಸಂತ್ರಸ್ತ ಮಹಿಳೆಗೆ ರಕ್ಷಣೆ ಒದಗಿಸುವಂತೆ ಮನವಿ ಮಾಡಲಾಗಿದೆ. ಮಹಿಳಾ ಆಯೋಗವೂ ಪ್ರಕರಣವನ್ನು ಗಂಭೀರವಾಗಿ ಪರಿಗಣಿಸಿದೆ. [16, 575, 216, 615]
lead-body-col1: ಬೆಳಗಾವಿ ಜಿಲ್ಲೆಯ ರೈತರ ಬೆಳೆಗೆ ಸೂಕ್ತ ಬೆಲೆ ನೀಡದ ಸರ್ಕಾರದ ವಿರುದ್ಧ ಅಖಿಲ ಕರ್ನಾಟಕ ರೈತ ಸಂಘದ ಪದಾಧಿಕಾರಿಗಳು ಆಕ್ರೋಶ ವ್ಯಕ್ತಪಡಿಸಿದರು. ದೇಶದ ಬೆನ್ನೆಲುಬಾದ ರೈತರನ್ನು ಕಡೆಗಣಿಸಿ ಮುರಿಯುತ್ತಿರುವ ಸರ್ಕಾರದ ನೀತಿಗಳನ್ನು ಖಂಡಿಸಿ ಪ್ರತಿಭಟನೆ ನಡೆಸಲಾಯಿತು. ಕಬ್ಬು ಬೆಳೆಗಾರರಿಗೆ ಪ್ರತಿ ಟನ್‌ಗೆ ಮೂರು ಸಾವಿರ ರೂಪಾಯಿ ದರ ನಿಗದಿಪಡಿಸಬೇಕು ಎಂದು ಒತ್ತಾಯಿಸಿದರು. ಸಕ್ಕರೆ ಕಾರ್ಖಾನೆಗಳು ರೈತರಿಗೆ ನ್ಯಾಯಯುತ ಬೆಲೆ ನೀಡದೆ ಶೋಷಣೆ ಮಾಡುತ್ತಿವೆ ಎಂದು ಆರೋಪಿಸಿದರು. ಸರ್ಕಾರ ಕೂಡಲೇ ಮಧ್ಯಪ್ರವೇಶಿಸಿ ರೈತರ ಸಮಸ್ಯೆಗಳನ್ನು ಬಗೆಹರಿಸಬೇಕು. ಇಲ್ಲವಾದಲ್ಲಿ ಉಗ್ರ ಹೋರಾಟ ನಡೆಸಲಾಗುವುದು ಎಂದು ಎಚ್ಚರಿಕೆ ನೀಡಿದರು. ರಸಗೊಬ್ಬರ ಮತ್ತು ಬಿತ್ತನೆ ಬೀಜಗಳ ಬೆಲೆ ಏರಿಕೆಯಿಂದ ರೈತರು ಸಂಕಷ್ಟಕ್ಕೆ ಸಿಲುಕಿದ್ದಾರೆ ಎಂದು ತಿಳಿಸಿದರು. [16, 128, 144, 181]
masthead-right-day: WEDNESDAY [616, 19, 691, 33]
lead-body-col3: ಈ ಸಂದರ್ಭದಲ್ಲಿ ಮನವಿ ಪತ್ರವನ್ನು ಜಿಲ್ಲಾಧಿಕಾರಿಗಳ ಮೂಲಕ ಮುಖ್ಯಮಂತ್ರಿಗಳಿಗೆ ಸಲ್ಲಿಸಲಾಯಿತು. ಮುಂದಿನ ದಿನಗಳಲ್ಲಿ ಬೇಡಿಕೆ ಈಡೇರದಿದ್ದರೆ ಜಿಲ್ಲಾಧಿಕಾರಿ ಕಚೇರಿ ಎದುರು ಅನಿರ್ದಿಷ್ಟಾವಧಿ ಧರಣಿ ಸತ್ಯಾಗ್ರಹ ನಡೆಸುವುದಾಗಿ ಎಚ್ಚರಿಸಿದರು. ಸಂಘದ ಜಿಲ್ಲಾಧ್ಯಕ್ಷ, ಕಾರ್ಯದರ್ಶಿ, ಖಜಾಂಚಿ ಸೇರಿದಂತೆ ಹಲವು ಮುಖಂಡರು ಉಪಸ್ಥಿತರಿದ್ದರು. ಕೃಷಿ ಉತ್ಪನ್ನ ಮಾರುಕಟ್ಟೆಯಲ್ಲಿ ದಲ್ಲಾಳಿಗಳ ಹಾವಳಿ ತಡೆಯಬೇಕು ಎಂದು ಆಗ್ರಹಿಸಿದರು. ನೀರಾವರಿ ಯೋಜನೆಗಳಿಗೆ ಹೆಚ್ಚಿನ ಅನುದಾನ ಬಿಡುಗಡೆ ಮಾಡಬೇಕು ಎಂಬ ಬೇಡಿಕೆಯನ್ನೂ ಮುಂದಿಟ್ಟರು. ಸಭೆಯಲ್ಲಿ ಹಲವು ನಿರ್ಣಯಗಳನ್ನು ಅಂಗೀಕರಿಸಲಾಯಿತು. [398, 128, 526, 174]
haveri-story [534, 713, 736, 741]
farmers-group-photo [150, 128, 390, 220]
lokayukta-english-label: KARNATAKA LOKAYUKTA [613, 776, 729, 787]
right-top-body: ಬೆಳಗಾವಿ ನಗರದ ಮೂವರು ಸರ್ಕಾರಿ ಅಧಿಕಾರಿಗಳ ಮನೆಗಳ ಮೇಲೆ ಲೋಕಾಯುಕ್ತ ಪೊಲೀಸರು ಏಕಕಾಲಕ್ಕೆ ದಾಳಿ ನಡೆಸಿದ್ದಾರೆ. ಆದಾಯ ಮೀರಿ ಆಸ್ತಿ ಗಳಿಕೆ ಆರೋಪದ ಹಿನ್ನೆಲೆಯಲ್ಲಿ ಈ ಕಾರ್ಯಾಚರಣೆ ನಡೆದಿದೆ. ಬೆಳಗ್ಗೆ ಆರು ಗಂಟೆಗೆ ಆರಂಭವಾದ ಶೋಧ ಕಾರ್ಯ ಸಂಜೆಯವರೆಗೂ ಮುಂದುವರಿದಿತ್ತು. ದಾಖಲೆಗಳು, ಚಿನ್ನಾಭರಣ ಹಾಗೂ ನಗದು ವಶಪಡಿಸಿಕೊಳ್ಳಲಾಗಿದೆ ಎಂದು ಮೂಲಗಳು ತಿಳಿಸಿವೆ. ಅಧಿಕಾರಿಗಳ ಹೆಸರಿನಲ್ಲಿ ಹಲವು ನಿವೇಶನಗಳು ಪತ್ತೆಯಾಗಿವೆ. ವಿವಿಧ ಬ್ಯಾಂಕ್ ಖಾತೆಗಳಲ್ಲಿ ದೊಡ್ಡ ಮೊತ್ತದ ಠೇವಣಿ ಇರುವುದು ಗೊತ್ತಾಗಿದೆ. ತನಿಖೆ ಮುಂದುವರಿದಿದ್ದು, ಶೀಘ್ರದಲ್ಲೇ ವಿವರವಾದ ವರದಿ ಸಲ್ಲಿಸಲಾಗುವುದು ಎಂದು ಲೋಕಾಯುಕ್ತ ಅಧಿಕಾರಿಗಳು ಹೇಳಿದ್ದಾರೆ. ಸಾರ್ವಜನಿಕರಿಂದ ಬಂದ ದೂರಿನ ಆಧಾರದ ಮೇಲೆ ಕ್ರಮ ಕೈಗೊಳ್ಳಲಾಗಿದೆ. ಪ್ರಕರಣ ದಾಖಲಿಸಿಕೊಂಡು ತನಿಖೆ ಕೈಗೊಳ್ಳಲಾಗಿದೆ. ಮೂರೂ ಮನೆಗಳಲ್ಲಿ ಏಕಕಾಲಕ್ಕೆ ಶೋಧ ನಡೆಸಿದ್ದರಿಂದ ಸುದ್ದಿ ಸೋರಿಕೆಯಾಗಲಿಲ್ಲ. ಬೆಳಗಿನ ಜಾವದಿಂದಲೇ ತಂಡಗಳು ಕಾರ್ಯಾಚರಣೆಗೆ ಇಳಿದಿದ್ದವು. ಒಟ್ಟು 9.10 ಕೋಟಿ ರೂಪಾಯಿ ಮೌಲ್ಯದ ಆಸ್ತಿ ಪತ್ತೆಯಾಗಿದೆ ಎಂದು ತಿಳಿದುಬಂದಿದೆ. ಮೂರೂ ಅಧಿಕಾರಿಗಳನ್ನು ಅಮಾನತು ಮಾಡುವಂತೆ ಸರ್ಕಾರಕ್ಕೆ ಶಿಫಾರಸು ಮಾಡಲಾಗುವುದು. [534, 166, 736, 220]
navalgunda-headline: ನವಲಗುಂದ: ಪೂರ್ವಭಾವಿ ಸಿದ್ಧತಾ ಸಭೆ [271, 335, 481, 354]
masthead-right-date-block [549, 19, 702, 41]
lead-body-col2b: ಈ ಸಂದರ್ಭದಲ್ಲಿ ಮನವಿ ಪತ್ರವನ್ನು ಜಿಲ್ಲಾಧಿಕಾರಿಗಳ ಮೂಲಕ ಮುಖ್ಯಮಂತ್ರಿಗಳಿಗೆ ಸಲ್ಲಿಸಲಾಯಿತು. ಮುಂದಿನ ದಿನಗಳಲ್ಲಿ ಬೇಡಿಕೆ ಈಡೇರದಿದ್ದರೆ ಜಿಲ್ಲಾಧಿಕಾರಿ ಕಚೇರಿ ಎದುರು ಅನಿರ್ದಿಷ್ಟಾವಧಿ ಧರಣಿ ಸತ್ಯಾಗ್ರಹ ನಡೆಸುವುದಾಗಿ ಎಚ್ಚರಿಸಿದರು. ಸಂಘದ ಜಿಲ್ಲಾಧ್ಯಕ್ಷ, ಕಾರ್ಯದರ್ಶಿ, ಖಜಾಂಚಿ ಸೇರಿದಂತೆ ಹಲವು ಮುಖಂಡರು ಉಪಸ್ಥಿತರಿದ್ದರು. ಕೃಷಿ ಉತ್ಪನ್ನ ಮಾರುಕಟ್ಟೆಯಲ್ಲಿ ದಲ್ಲಾಳಿಗಳ ಹಾವಳಿ ತಡೆಯಬೇಕು ಎಂದು ಆಗ್ರಹಿಸಿದರು. ನೀರಾವರಿ ಯೋಜನೆಗಳಿಗೆ ಹೆಚ್ಚಿನ ಅನುದಾನ ಬಿಡುಗಡೆ ಮಾಡಬೇಕು ಎಂಬ ಬೇಡಿಕೆಯನ್ನೂ ಮುಂದಿಟ್ಟರು. ಸಭೆಯಲ್ಲಿ ಹಲವು ನಿರ್ಣಯಗಳನ್ನು ಅಂಗೀಕರಿಸಲಾಯಿತು. [272, 223, 390, 269]
congress-story [16, 468, 216, 551]
masthead-kannada-title: ಪ್ರತ್ಯಕ್ಷ ನಾಡು ಕನ್ನಡ ದಿನ ಪತ್ರಿಕೆ [149, 22, 264, 37]
lokayukta-signboard [612, 766, 730, 810]
kannada-group-photo [320, 645, 520, 727]
fir-body-col2: ಆರೋಪಗಳನ್ನು ನಿರಾಕರಿಸಿರುವ ಇಬ್ಬರೂ ನಾಯಕರು, ಇದು ರಾಜಕೀಯ ಪ್ರೇರಿತ ಕ್ರಮ ಎಂದು ಆರೋಪಿಸಿದ್ದಾರೆ. ಕಾನೂನು ಹೋರಾಟ ನಡೆಸುವುದಾಗಿ ತಿಳಿಸಿದ್ದಾರೆ. ಪಕ್ಷದ ಮುಖಂಡರು ಈ ಕ್ರಮವನ್ನು ಖಂಡಿಸಿದ್ದಾರೆ. ಸರ್ಕಾರ ಸೇಡಿನ ರಾಜಕಾರಣ ಮಾಡುತ್ತಿದೆ ಎಂದು ದೂರಿದ್ದಾರೆ. ಮತ್ತೊಂದೆಡೆ ದೂರುದಾರರು ಕಠಿಣ ಕ್ರಮಕ್ಕೆ ಒತ್ತಾಯಿಸಿದ್ದಾರೆ. ಪ್ರಕರಣದ ತನಿಖೆಯನ್ನು ಹಿರಿಯ ಅಧಿಕಾರಿಯೊಬ್ಬರಿಗೆ ವಹಿಸಲಾಗಿದೆ. ಶೀಘ್ರದಲ್ಲೇ ಹೇಳಿಕೆ ದಾಖಲಿಸಿಕೊಳ್ಳಲಾಗುವುದು ಎಂದು ತಿಳಿಸಲಾಗಿದೆ. [16, 996, 216, 1022]
bjp-label: BJP [686, 489, 706, 497]
bjp-logo [666, 452, 726, 504]
fir-headline-line2: ಬಸವರಾಜ ಬೊಮ್ಮಾಯಿ, ಸಿ.ಟಿ.ರವಿ ವಿರುದ್ಧ FIR [40, 912, 192, 925]
haveri-body-col2: ಹಾವೇರಿ ಜಿಲ್ಲೆಯ ಪ್ರಥಮ ದರ್ಜೆ ಸಹಾಯಕರೊಬ್ಬರ ಮನೆ ಮೇಲೆ ಲೋಕಾಯುಕ್ತ ಪೊಲೀಸರು ದಾಳಿ ನಡೆಸಿದ್ದಾರೆ. ಆದಾಯಕ್ಕೂ ಮೀರಿ ಆಸ್ತಿ ಗಳಿಸಿದ ಆರೋಪದ ಮೇಲೆ ಈ ಕ್ರಮ ಕೈಗೊಳ್ಳಲಾಗಿದೆ. ಬೆಳಗಿನ ಜಾವದಿಂದಲೇ ಶೋಧ ಕಾರ್ಯ ಆರಂಭವಾಗಿತ್ತು. ಹಲವು ದಾಖಲೆಗಳನ್ನು ಪರಿಶೀಲಿಸಲಾಗಿದೆ. ಚಿನ್ನಾಭರಣ ಹಾಗೂ ನಗದು ಪತ್ತೆಯಾಗಿದೆ ಎಂದು ಮೂಲಗಳು ತಿಳಿಸಿವೆ. ಬ್ಯಾಂಕ್ ಖಾತೆಗಳ ವಿವರವನ್ನೂ ಸಂಗ್ರಹಿಸಲಾಗಿದೆ. ಹೆಚ್ಚಿನ ತನಿಖೆ ಮುಂದುವರಿದಿದೆ. ಪ್ರಕರಣ ದಾಖಲಿಸಿಕೊಂಡು ಮುಂದಿನ ಕ್ರಮ ಕೈಗೊಳ್ಳಲಾಗುವುದು ಎಂದು ಅಧಿಕಾರಿಗಳು ಹೇಳಿದ್ದಾರೆ. ಸಾರ್ವಜನಿಕರ ದೂರಿನ ಮೇರೆಗೆ ಕಾರ್ಯಾಚರಣೆ ನಡೆದಿದೆ ಎಂದು ತಿಳಿದುಬಂದಿದೆ. ಸಂಬಂಧಿಕರ ಹೆಸರಿನಲ್ಲೂ ಆಸ್ತಿ ಇರುವ ಶಂಕೆ ವ್ಯಕ್ತವಾಗಿದೆ. ವರದಿಯನ್ನು ಶೀಘ್ರದಲ್ಲೇ ಸಲ್ಲಿಸಲಾಗುವುದು. [612, 822, 736, 882]
lotus-icon [676, 459, 716, 487]
masthead-english-subtitle: Kannada Daily Morning [414, 23, 509, 33]
hmt-kicker: ಮೊದಲನೇ ಪುಟದಿಂದ..... [22, 350, 59, 356]
sda-col3: ಕುಟುಂಬದ ಸದಸ್ಯರು ನ್ಯಾಯಕ್ಕಾಗಿ ಆಗ್ರಹಿಸಿ ಪ್ರತಿಭಟನೆ ನಡೆಸಿದರು. ಆರೋಪಿತ ಅಧಿಕಾರಿಗಳನ್ನು ಕೂಡಲೇ ಅಮಾನತುಗೊಳಿಸಬೇಕು ಎಂದು ಒತ್ತಾಯಿಸಿದರು. ಸ್ಥಳಕ್ಕೆ ಹಿರಿಯ ಅಧಿಕಾರಿಗಳು ಭೇಟಿ ನೀಡಿ ಪರಿಶೀಲನೆ ನಡೆಸಿದರು. ನೌಕರರ ಸಂಘವೂ ಬೆಂಬಲ ಸೂಚಿಸಿದೆ. [406, 920, 524, 946]
